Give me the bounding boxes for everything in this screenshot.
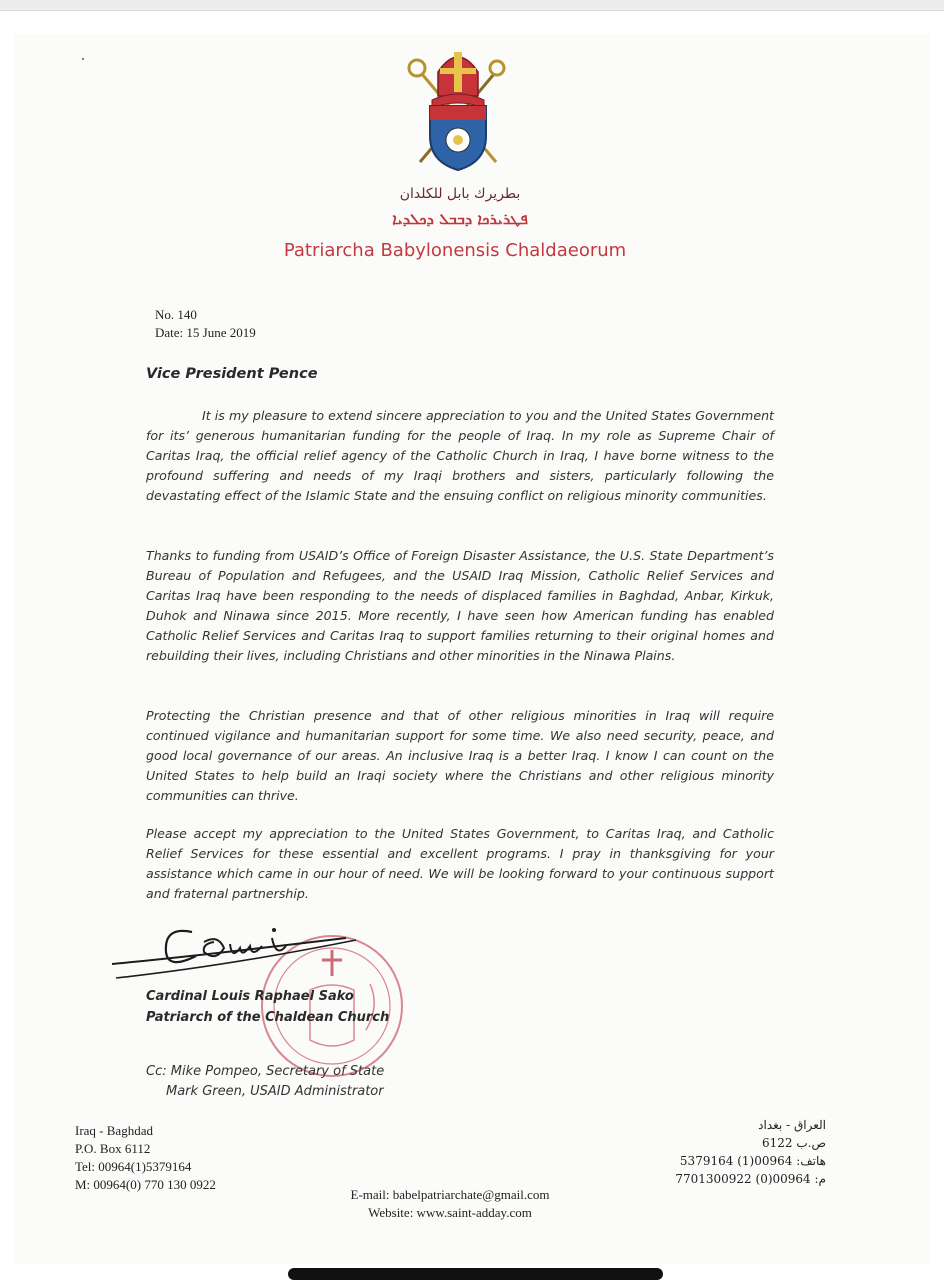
paragraph-4: Please accept my appreciation to the United States Government, to Caritas Iraq, and Catholic Relief Services for these essential and excellent programs. I pray in thanksgiving for your assistance which came in our hour of need. We will be looking forward to your continuous support and fraternal partnership. [146, 826, 774, 901]
signer-block [146, 986, 389, 1028]
paragraph-2: Thanks to funding from USAID’s Office of Foreign Disaster Assistance, the U.S. State Department’s Bureau of Population and Refugees, and the USAID Iraq Mission, Catholic Relief Services and Caritas Iraq have been responding to the needs of displaced families in Baghdad, Anbar, Kirkuk, Duhok and Ninawa since 2015. More recently, I have seen how American funding has enabled Catholic Relief Services and Caritas Iraq to support families returning to their original homes and rebuilding their lives, including Christians and other minorities in the Ninawa Plains. [146, 548, 774, 663]
shield-icon [430, 106, 486, 170]
footer-address-left [75, 1122, 216, 1194]
handwritten-signature [106, 912, 376, 992]
footer-left-line: Iraq - Baghdad [75, 1123, 153, 1138]
footer-right-line: م: 00964(0) 7701300922 [675, 1172, 826, 1186]
letterhead-latin-name: Patriarcha Babylonensis Chaldaeorum [283, 240, 627, 261]
footer-left-line: Tel: 00964(1)5379164 [75, 1159, 192, 1174]
paragraph-1: It is my pleasure to extend sincere appreciation to you and the United States Government for its’ generous humanitarian funding for the people of Iraq. In my role as Supreme Chair of Caritas Iraq, the official relief agency of the Catholic Church in Iraq, I have borne witness to the profound suffering and needs of my Iraqi brothers and sisters, particularly following the devastating effect of the Islamic State and the ensuing conflict on religious minority communities. [146, 408, 774, 503]
footer-left-line: P.O. Box 6112 [75, 1141, 151, 1156]
mitre-icon [432, 52, 484, 108]
signer-title: Patriarch of the Chaldean Church [146, 1010, 390, 1025]
footer-right-line: هاتف: 00964(1) 5379164 [679, 1154, 826, 1168]
scan-speck [82, 58, 84, 60]
home-indicator[interactable] [288, 1268, 663, 1280]
cc-line-1: Cc: Mike Pompeo, Secretary of State [146, 1064, 385, 1079]
footer-right-line: العراق - بغداد [758, 1118, 826, 1132]
footer-address-right [675, 1116, 826, 1188]
patriarchal-coat-of-arms [402, 44, 514, 176]
signer-name: Cardinal Louis Raphael Sako [146, 989, 354, 1004]
footer-right-line: ص.ب 6122 [762, 1136, 826, 1150]
letter-meta [155, 306, 256, 342]
cc-block [146, 1062, 384, 1102]
salutation: Vice President Pence [146, 366, 318, 382]
cc-line-2: Mark Green, USAID Administrator [166, 1084, 384, 1099]
letter-number: No. 140 [155, 307, 197, 322]
letterhead-arabic-name: بطريرك بابل للكلدان [399, 186, 521, 202]
footer-email: E-mail: babelpatriarchate@gmail.com [350, 1187, 550, 1202]
letter-date: Date: 15 June 2019 [155, 325, 256, 340]
footer-website: Website: www.saint-adday.com [368, 1205, 532, 1220]
paragraph-3: Protecting the Christian presence and that of other religious minorities in Iraq will require continued vigilance and humanitarian support for some time. We also need security, peace, and good local governance of our areas. An inclusive Iraq is a better Iraq. I know I can count on the United States to help build an Iraqi society where the Christians and other religious minority communities can thrive. [146, 708, 774, 803]
footer-contact [320, 1186, 580, 1222]
footer-left-line: M: 00964(0) 770 130 0922 [75, 1177, 216, 1192]
letterhead-syriac-name: ܦܛܪܝܪܟܐ ܕܒܒܠ ܕܟܠܕܝܐ [392, 210, 528, 228]
status-bar [0, 0, 944, 11]
